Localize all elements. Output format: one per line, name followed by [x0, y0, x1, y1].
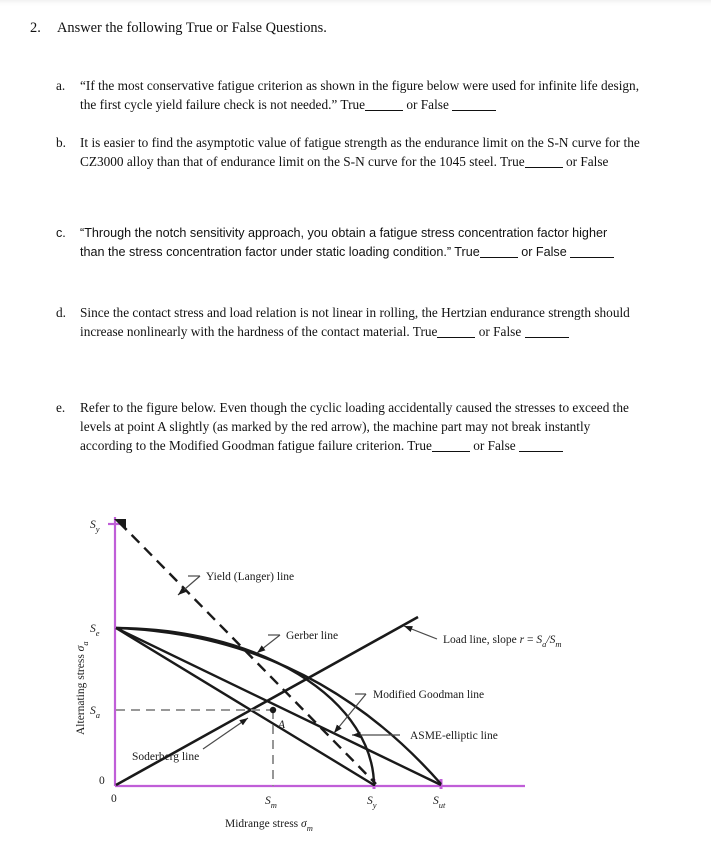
y-tick-label-zero: 0: [99, 775, 105, 787]
item-label-a: a.: [56, 78, 66, 93]
fatigue-criteria-figure: [70, 495, 640, 840]
item-label-e: e.: [56, 400, 66, 415]
question-item-d: [56, 303, 640, 341]
item-mid-b: or False: [565, 154, 609, 170]
answer-blank-d-false[interactable]: [525, 337, 569, 338]
x-axis-title: Midrange stress $\sigma_m$: [225, 818, 313, 833]
load-line-label: Load line, slope $r = S_a/S_m$: [443, 634, 562, 649]
yield-langer-label: Yield (Langer) line: [206, 571, 295, 583]
item-text-d: Since the contact stress and load relation is not linear in rolling, the Hertzian endurance strength should increase nonlinearly with the hardness of the contact material. True: [80, 305, 630, 340]
x-tick-label-zero: 0: [111, 793, 117, 805]
answer-blank-c-true[interactable]: [480, 257, 518, 258]
item-body-e: [80, 398, 640, 455]
point-a-marker: [270, 707, 276, 713]
item-mid-e: or False: [473, 438, 516, 454]
answer-blank-a-true[interactable]: [365, 110, 403, 111]
item-text-c: “Through the notch sensitivity approach, you obtain a fatigue stress concentration factor higher than the stress concentration factor under static loading condition.” True: [80, 226, 608, 259]
question-2-heading: [30, 19, 690, 37]
question-item-b: [56, 133, 640, 171]
y-axis-title: Alternating stress $\sigma_a$: [75, 641, 90, 735]
y-tick-label-sy: $S_y$: [90, 519, 100, 534]
x-tick-label-sut: $S_{ut}$: [433, 795, 446, 810]
item-label-c: c.: [56, 226, 66, 240]
item-label-b: b.: [56, 135, 66, 150]
item-body-a: [80, 76, 640, 114]
answer-blank-b-true[interactable]: [525, 167, 563, 168]
answer-blank-a-false[interactable]: [452, 110, 496, 111]
item-text-b: It is easier to find the asymptotic value of fatigue strength as the endurance limit on the S-N curve for the CZ3000 alloy than that of endurance limit on the S-N curve for the 1045 steel. True: [80, 135, 640, 170]
y-tick-label-sa: $S_a$: [90, 705, 100, 720]
modified-goodman-label: Modified Goodman line: [373, 689, 485, 701]
question-item-e: [56, 398, 640, 455]
answer-blank-c-false[interactable]: [570, 257, 614, 258]
question-prompt: Answer the following True or False Questions.: [57, 20, 327, 36]
x-tick-label-sm: $S_m$: [265, 795, 277, 810]
item-mid-d: or False: [478, 324, 522, 340]
point-a-label: A: [278, 719, 286, 731]
item-text-e: Refer to the figure below. Even though the cyclic loading accidentally caused the stresses to exceed the levels at point A slightly (as marked by the red arrow), the machine part may not break instantly according to the Modified Goodman fatigue failure criterion. True: [80, 400, 629, 454]
soderberg-label: Soderberg line: [132, 751, 200, 763]
item-body-b: [80, 133, 640, 171]
y-tick-label-se: $S_e$: [90, 623, 100, 638]
item-text-a: “If the most conservative fatigue criterion as shown in the figure below were used for infinite life design, the first cycle yield failure check is not needed.” True: [80, 78, 640, 113]
item-body-d: [80, 303, 640, 341]
question-number: 2.: [30, 20, 41, 36]
x-tick-label-sy: $S_y$: [367, 795, 377, 810]
answer-blank-e-false[interactable]: [519, 451, 563, 452]
gerber-label: Gerber line: [286, 630, 339, 642]
item-mid-a: or False: [406, 97, 449, 113]
gerber-leader: [257, 635, 280, 653]
item-label-d: d.: [56, 305, 66, 320]
answer-blank-e-true[interactable]: [432, 451, 470, 452]
scan-edge-artifact: [0, 0, 711, 6]
question-item-c: [56, 224, 634, 262]
item-body-c: [80, 224, 634, 262]
modified-goodman-leader: [334, 694, 366, 733]
asme-elliptic-label: ASME-elliptic line: [410, 730, 498, 742]
answer-blank-d-true[interactable]: [437, 337, 475, 338]
load-line-leader: [404, 626, 437, 639]
item-mid-c: or False: [521, 244, 567, 259]
question-item-a: [56, 76, 640, 114]
